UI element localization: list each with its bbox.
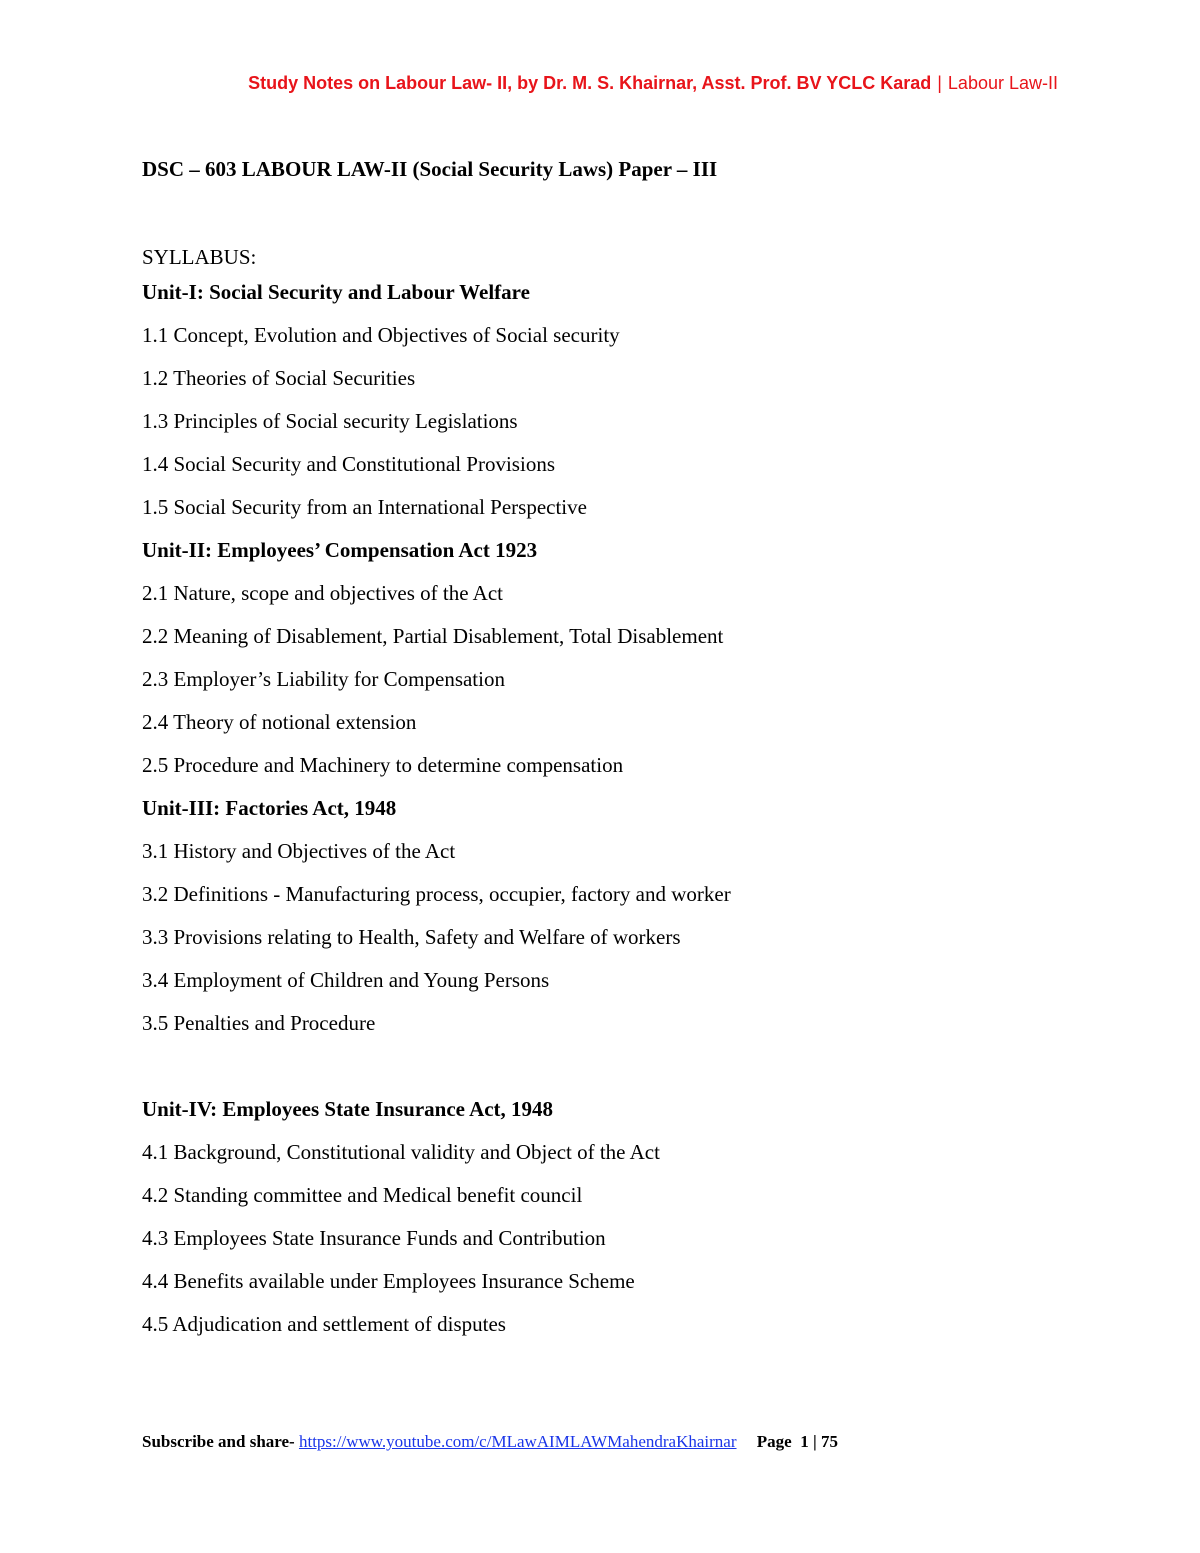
- list-item: 1.5 Social Security from an International Perspective: [142, 495, 587, 519]
- header-separator: |: [937, 73, 942, 93]
- page-number-indicator: [757, 1432, 838, 1451]
- header-subject: Labour Law-II: [947, 73, 1058, 93]
- unit-heading: Unit-IV: Employees State Insurance Act, 1948: [142, 1097, 554, 1121]
- list-item: 1.2 Theories of Social Securities: [142, 366, 416, 390]
- unit-3: [142, 787, 1142, 1045]
- list-item: 2.5 Procedure and Machinery to determine compensation: [142, 753, 624, 777]
- header-title: Study Notes on Labour Law- II, by Dr. M. S. Khairnar, Asst. Prof. BV YCLC Karad: [248, 73, 932, 93]
- unit-2: [142, 529, 1142, 787]
- list-item: 1.4 Social Security and Constitutional Provisions: [142, 452, 555, 476]
- page-total: 75: [820, 1432, 838, 1451]
- list-item: 4.4 Benefits available under Employees Insurance Scheme: [142, 1269, 635, 1293]
- list-item: 2.3 Employer’s Liability for Compensation: [142, 667, 505, 691]
- units-list: [142, 271, 1142, 1346]
- list-item: 3.3 Provisions relating to Health, Safety and Welfare of workers: [142, 925, 681, 949]
- list-item: 2.2 Meaning of Disablement, Partial Disablement, Total Disablement: [142, 624, 724, 648]
- list-item: 4.3 Employees State Insurance Funds and Contribution: [142, 1226, 606, 1250]
- list-item: 4.5 Adjudication and settlement of disputes: [142, 1312, 506, 1336]
- list-item: 3.1 History and Objectives of the Act: [142, 839, 456, 863]
- list-item: 2.1 Nature, scope and objectives of the Act: [142, 581, 503, 605]
- page-separator: |: [812, 1432, 817, 1451]
- page-label: Page: [756, 1432, 792, 1451]
- list-item: 3.5 Penalties and Procedure: [142, 1011, 376, 1035]
- subscribe-label: Subscribe and share-: [142, 1432, 295, 1451]
- unit-4: [142, 1088, 1142, 1346]
- list-item: 1.1 Concept, Evolution and Objectives of Social security: [142, 323, 620, 347]
- unit-heading: Unit-II: Employees’ Compensation Act 1923: [142, 538, 538, 562]
- list-item: 4.1 Background, Constitutional validity and Object of the Act: [142, 1140, 660, 1164]
- unit-1: [142, 271, 1142, 529]
- document-title: DSC – 603 LABOUR LAW-II (Social Security Laws) Paper – III: [142, 157, 718, 181]
- list-item: 3.2 Definitions - Manufacturing process, occupier, factory and worker: [142, 882, 731, 906]
- document-body: [142, 154, 1142, 1346]
- page-footer: [142, 1432, 838, 1452]
- unit-heading: Unit-I: Social Security and Labour Welfare: [142, 280, 530, 304]
- page-number: 1: [800, 1432, 809, 1451]
- list-item: 2.4 Theory of notional extension: [142, 710, 417, 734]
- list-item: 3.4 Employment of Children and Young Persons: [142, 968, 550, 992]
- page-header: [0, 73, 1058, 94]
- list-item: 4.2 Standing committee and Medical benefit council: [142, 1183, 583, 1207]
- syllabus-label: SYLLABUS:: [142, 245, 257, 269]
- list-item: 1.3 Principles of Social security Legislations: [142, 409, 518, 433]
- unit-heading: Unit-III: Factories Act, 1948: [142, 796, 397, 820]
- youtube-channel-link[interactable]: https://www.youtube.com/c/MLawAIMLAWMahendraKhairnar: [298, 1432, 737, 1451]
